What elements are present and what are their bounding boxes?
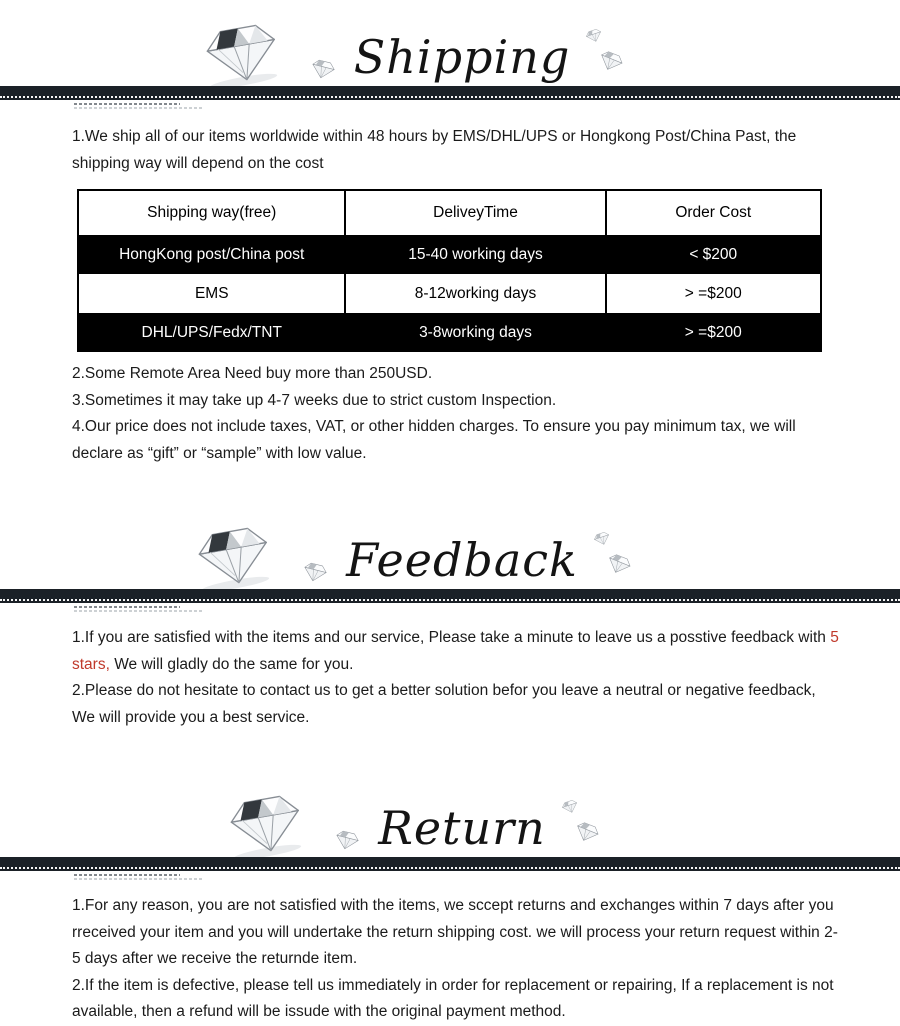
section-divider-bar: [0, 589, 900, 603]
order-cost-cell: > =$200: [606, 273, 821, 314]
watermark-dashes: [74, 103, 900, 109]
table-row: [78, 314, 821, 351]
table-row: [78, 236, 821, 273]
delivery-time-header: DeliveyTime: [345, 190, 605, 236]
feedback-paragraph-2: 2.Please do not hesitate to contact us to get a better solution befor you leave a neutral or negative feedback, We will provide you a best service.: [72, 682, 816, 726]
shipping-way-cell: EMS: [78, 273, 345, 314]
diamond-small-icon: [601, 548, 637, 580]
shipping-note-4: 4.Our price does not include taxes, VAT, or other hidden charges. To ensure you pay minimum tax, we will declare as “gift” or “sample” with low value.: [72, 418, 796, 462]
shipping-note-2: 2.Some Remote Area Need buy more than 250USD.: [72, 365, 433, 382]
feedback-title: Feedback: [346, 533, 578, 587]
diamond-large-icon: [187, 10, 297, 94]
shipping-intro-text: 1.We ship all of our items worldwide within 48 hours by EMS/DHL/UPS or Hongkong Post/China Past, the shipping way will depend on the cost: [72, 128, 797, 172]
return-paragraph-1: 1.For any reason, you are not satisfied with the items, we sccept returns and exchanges within 7 days after you rreceived your item and you will undertake the return shipping cost. we will process your return request within 2-5 days after we receive the returnde item.: [72, 897, 838, 967]
delivery-time-cell: 8-12working days: [345, 273, 605, 314]
shipping-section: [0, 0, 900, 467]
diamond-small-icon: [569, 816, 605, 848]
section-divider-bar: [0, 857, 900, 871]
shipping-way-cell: DHL/UPS/Fedx/TNT: [78, 314, 345, 351]
diamond-large-icon: [211, 781, 321, 865]
five-stars-highlight: 5 stars,: [72, 629, 839, 673]
shipping-table: [77, 189, 822, 352]
diamond-small-icon: [590, 528, 614, 548]
shipping-header: [0, 0, 862, 86]
shipping-title: Shipping: [353, 30, 571, 84]
diamond-cluster: [552, 789, 608, 857]
return-section: [0, 779, 900, 1026]
table-row: [78, 273, 821, 314]
return-paragraph-2: 2.If the item is defective, please tell us immediately in order for replacement or repairing, If a replacement is not available, then a refund will be issude with the original payment method.: [72, 976, 834, 1020]
diamond-cluster: [584, 521, 640, 589]
feedback-p1-before: 1.If you are satisfied with the items and our service, Please take a minute to leave us a posstive feedback with: [72, 629, 831, 646]
diamond-small-icon: [330, 826, 364, 855]
shipping-note-3: 3.Sometimes it may take up 4-7 weeks due to strict custom Inspection.: [72, 391, 557, 409]
section-divider-bar: [0, 86, 900, 100]
return-header: [0, 779, 862, 857]
diamond-small-icon: [593, 45, 629, 77]
diamond-small-icon: [558, 796, 582, 816]
diamond-small-icon: [298, 558, 332, 587]
diamond-small-icon: [582, 25, 606, 45]
diamond-small-icon: [306, 55, 340, 84]
diamond-cluster: [576, 18, 632, 86]
return-title: Return: [378, 801, 546, 855]
watermark-dashes: [74, 874, 900, 880]
order-cost-cell: > =$200: [606, 314, 821, 351]
delivery-time-cell: 15-40 working days: [345, 236, 605, 273]
shipping-notes: [72, 361, 840, 467]
watermark-dashes: [74, 606, 900, 612]
shipping-way-cell: HongKong post/China post: [78, 236, 345, 273]
shipping-way-header: Shipping way(free): [78, 190, 345, 236]
feedback-section: [0, 511, 900, 731]
delivery-time-cell: 3-8working days: [345, 314, 605, 351]
diamond-large-icon: [179, 513, 289, 597]
feedback-header: [0, 511, 862, 589]
order-cost-cell: < $200: [606, 236, 821, 273]
order-cost-header: Order Cost: [606, 190, 821, 236]
feedback-p1-after: We will gladly do the same for you.: [109, 655, 354, 673]
feedback-paragraph-1: [72, 625, 840, 678]
table-header-row: [78, 190, 821, 236]
